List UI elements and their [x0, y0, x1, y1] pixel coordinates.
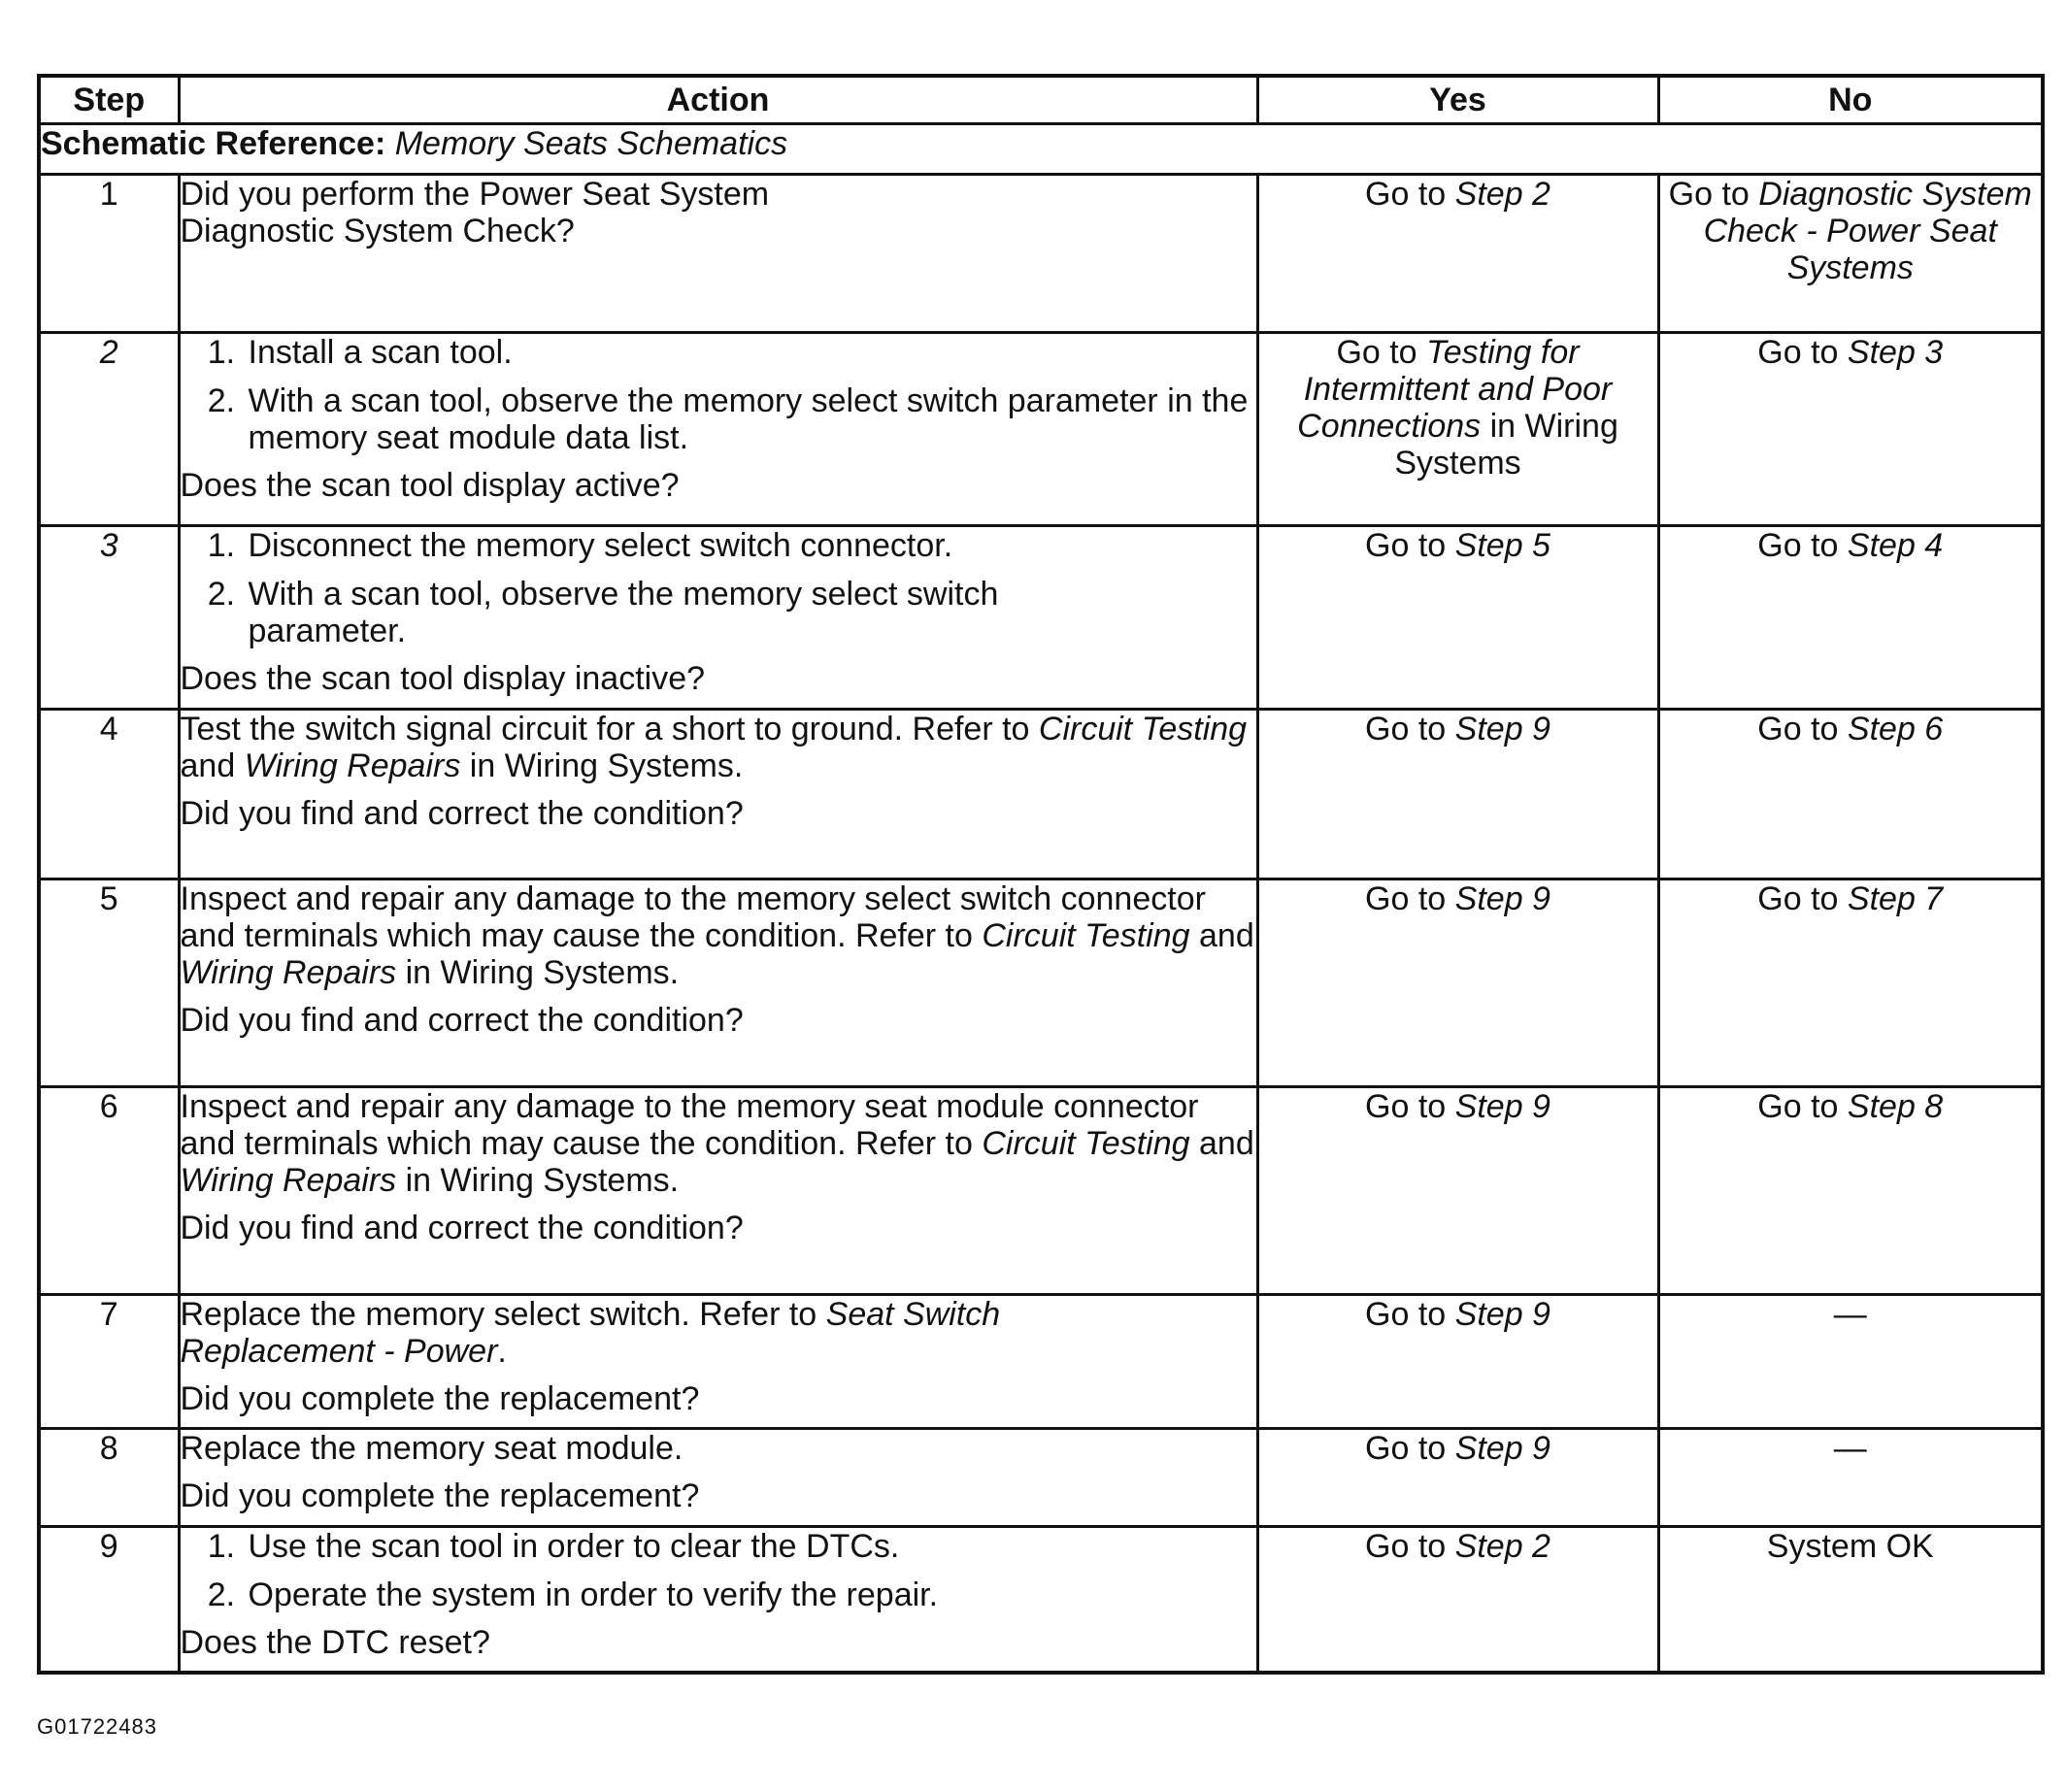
step-number: 3: [39, 526, 179, 710]
reference-link[interactable]: Wiring Repairs: [180, 954, 397, 991]
goto-label: Go to: [1365, 176, 1447, 213]
goto-label: Go to: [1336, 334, 1417, 371]
yes-link[interactable]: Step 9: [1454, 1430, 1550, 1467]
action-list: [181, 1528, 1256, 1613]
action-text-part: and: [1199, 917, 1254, 954]
no-cell: [1658, 1295, 2043, 1429]
action-text-part: Inspect and repair any damage to the memory select switch connector and terminals which may cause the condition. Refer to: [180, 880, 1206, 954]
action-text: Replace the memory seat module.: [180, 1430, 683, 1467]
table-row: [39, 1295, 2043, 1429]
goto-label: Go to: [1668, 176, 1750, 213]
schematic-reference-link[interactable]: Memory Seats Schematics: [394, 125, 788, 162]
no-link[interactable]: Step 7: [1847, 880, 1944, 917]
step-number: 4: [39, 710, 179, 879]
action-cell: [179, 879, 1257, 1087]
yes-link[interactable]: Step 2: [1454, 176, 1550, 213]
yes-link[interactable]: Step 9: [1454, 711, 1550, 747]
goto-label: Go to: [1757, 1088, 1839, 1125]
goto-label: Go to: [1757, 527, 1839, 564]
yes-link[interactable]: Step 2: [1454, 1528, 1550, 1565]
action-text-part: in Wiring Systems.: [405, 954, 680, 991]
action-cell: [179, 710, 1257, 879]
action-text: [181, 1088, 1256, 1199]
yes-cell: [1257, 175, 1658, 333]
action-text-part: .: [497, 1333, 507, 1370]
action-text-part: and: [180, 747, 236, 784]
figure-id: G01722483: [37, 1714, 157, 1739]
goto-label: Go to: [1757, 334, 1839, 371]
yes-cell: [1257, 879, 1658, 1087]
goto-label: Go to: [1757, 880, 1839, 917]
action-cell: [179, 1429, 1257, 1527]
no-cell: [1658, 1087, 2043, 1295]
action-text-part: Inspect and repair any damage to the memory seat module connector and terminals which may cause the condition. Refer to: [180, 1088, 1199, 1162]
action-text: [181, 711, 1256, 784]
yes-cell: [1257, 526, 1658, 710]
list-item: 1. Use the scan tool in order to clear the DTCs.: [245, 1528, 1256, 1565]
reference-link[interactable]: Circuit Testing: [982, 1125, 1190, 1162]
table-row: [39, 879, 2043, 1087]
action-cell: [179, 1087, 1257, 1295]
no-cell: [1658, 333, 2043, 526]
no-cell: [1658, 526, 2043, 710]
action-text-part: in Wiring Systems.: [469, 747, 744, 784]
step-number: 1: [39, 175, 179, 333]
no-link[interactable]: Step 4: [1847, 527, 1944, 564]
list-item: 1. Install a scan tool.: [245, 334, 1256, 371]
reference-link[interactable]: Circuit Testing: [982, 917, 1190, 954]
action-cell: [179, 1295, 1257, 1429]
goto-label: Go to: [1365, 1296, 1447, 1333]
action-text-part: in Wiring Systems.: [405, 1162, 680, 1199]
reference-link[interactable]: Wiring Repairs: [244, 747, 461, 784]
table-row: [39, 710, 2043, 879]
header-step: Step: [39, 76, 179, 124]
yes-cell: [1257, 1087, 1658, 1295]
step-number: 7: [39, 1295, 179, 1429]
header-no: No: [1658, 76, 2043, 124]
no-link[interactable]: Step 8: [1847, 1088, 1944, 1125]
table-row: [39, 1087, 2043, 1295]
action-text: [181, 1296, 1014, 1370]
no-cell: [1658, 1527, 2043, 1674]
action-text-part: and: [1199, 1125, 1254, 1162]
list-item: 2. With a scan tool, observe the memory select switch parameter in the memory seat module data list.: [245, 382, 1256, 456]
no-dash: —: [1833, 1296, 1867, 1333]
step-number: 8: [39, 1429, 179, 1527]
action-text-part: Test the switch signal circuit for a short to ground. Refer to: [180, 711, 1030, 747]
yes-cell: [1257, 710, 1658, 879]
yes-link[interactable]: Step 5: [1454, 527, 1550, 564]
goto-label: Go to: [1365, 1088, 1447, 1125]
goto-label: Go to: [1365, 1430, 1447, 1467]
header-yes: Yes: [1257, 76, 1658, 124]
yes-link[interactable]: Step 9: [1454, 880, 1550, 917]
action-question: Did you complete the replacement?: [180, 1477, 700, 1514]
goto-label: Go to: [1365, 880, 1447, 917]
no-cell: [1658, 879, 2043, 1087]
no-link[interactable]: Step 6: [1847, 711, 1944, 747]
action-question: Did you find and correct the condition?: [180, 1210, 744, 1246]
action-cell: [179, 1527, 1257, 1674]
action-question: Does the scan tool display inactive?: [180, 660, 706, 697]
step-number: 6: [39, 1087, 179, 1295]
schematic-reference-row: [39, 124, 2043, 175]
list-item: 1. Disconnect the memory select switch connector.: [245, 527, 1256, 564]
result-status: System OK: [1766, 1528, 1934, 1565]
action-text: Did you perform the Power Seat System Diagnostic System Check?: [180, 176, 770, 249]
no-cell: [1658, 1429, 2043, 1527]
action-text: [181, 880, 1256, 991]
action-list: [181, 527, 1256, 649]
no-cell: [1658, 710, 2043, 879]
yes-cell: [1257, 1527, 1658, 1674]
action-question: Did you find and correct the condition?: [180, 1002, 744, 1039]
action-cell: [179, 175, 1257, 333]
schematic-reference-cell: [39, 124, 2043, 175]
schematic-reference-label: Schematic Reference:: [41, 125, 386, 162]
yes-link[interactable]: Testing for Intermittent and Poor Connections: [1297, 334, 1613, 445]
reference-link[interactable]: Seat Switch Replacement - Power: [180, 1296, 1001, 1370]
no-link[interactable]: Diagnostic System Check - Power Seat Systems: [1703, 176, 2032, 286]
header-action: Action: [179, 76, 1257, 124]
yes-link[interactable]: Step 9: [1454, 1088, 1550, 1125]
yes-cell: [1257, 1429, 1658, 1527]
no-cell: [1658, 175, 2043, 333]
table-row: [39, 175, 2043, 333]
yes-suffix: in Wiring Systems: [1394, 408, 1618, 481]
table-row: [39, 1429, 2043, 1527]
action-question: Does the DTC reset?: [180, 1624, 490, 1661]
yes-cell: [1257, 1295, 1658, 1429]
goto-label: Go to: [1757, 711, 1839, 747]
action-question: Does the scan tool display active?: [180, 467, 680, 504]
table-row: [39, 1527, 2043, 1674]
header-row: [39, 76, 2043, 124]
step-number: 5: [39, 879, 179, 1087]
diagnostic-table: [37, 74, 2045, 1675]
no-dash: —: [1833, 1430, 1867, 1467]
step-number: 9: [39, 1527, 179, 1674]
yes-cell: [1257, 333, 1658, 526]
step-number: 2: [39, 333, 179, 526]
goto-label: Go to: [1365, 711, 1447, 747]
reference-link[interactable]: Circuit Testing: [1038, 711, 1248, 747]
yes-link[interactable]: Step 9: [1454, 1296, 1550, 1333]
list-item: 2. With a scan tool, observe the memory select switch parameter.: [245, 576, 1140, 649]
action-question: Did you complete the replacement?: [180, 1380, 700, 1417]
action-text-part: Replace the memory select switch. Refer to: [180, 1296, 817, 1333]
action-cell: [179, 333, 1257, 526]
no-link[interactable]: Step 3: [1847, 334, 1944, 371]
goto-label: Go to: [1365, 527, 1447, 564]
action-cell: [179, 526, 1257, 710]
action-question: Did you find and correct the condition?: [180, 795, 744, 832]
action-list: [181, 334, 1256, 456]
table-row: [39, 333, 2043, 526]
goto-label: Go to: [1365, 1528, 1447, 1565]
list-item: 2. Operate the system in order to verify the repair.: [245, 1576, 1256, 1613]
reference-link[interactable]: Wiring Repairs: [180, 1162, 397, 1199]
table-row: [39, 526, 2043, 710]
